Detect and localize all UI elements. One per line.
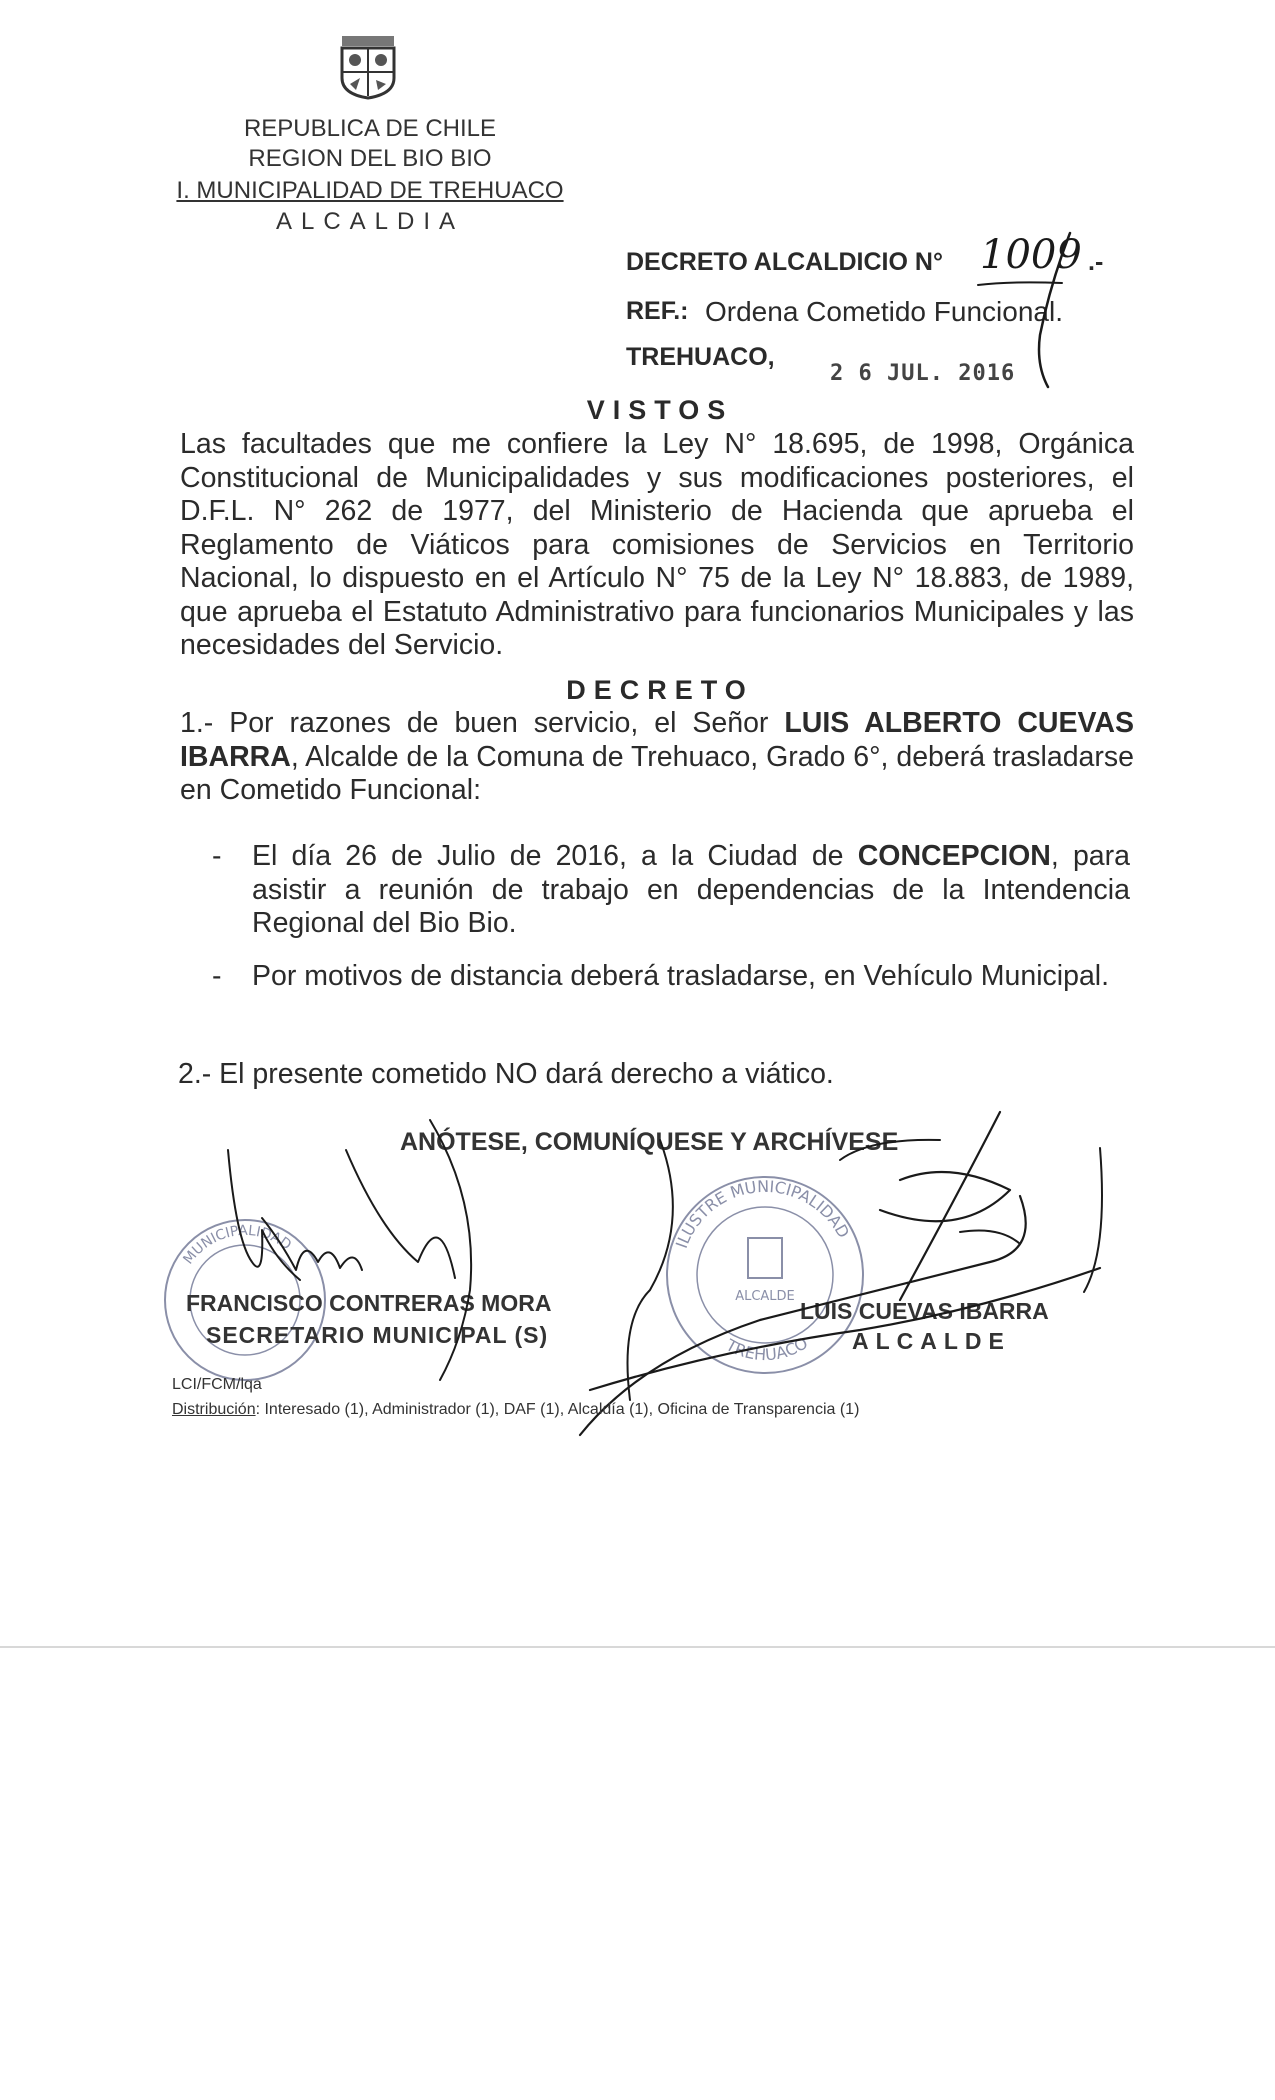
closing-line: ANÓTESE, COMUNÍQUESE Y ARCHÍVESE <box>400 1128 899 1156</box>
b1-end-text: , para asistir a reunión de trabajo en dependencias de la Intendencia Regional del Bio Bio. <box>252 840 1130 939</box>
page-edge-line <box>0 1646 1275 1648</box>
svg-text:ILUSTRE MUNICIPALIDAD <box>672 1177 853 1251</box>
decree-number-suffix: .- <box>1088 248 1104 276</box>
right-stamp-bottom-text: TREHUACO <box>722 1333 812 1365</box>
distribution-label: Distribución <box>172 1401 256 1418</box>
secretary-title: SECRETARIO MUNICIPAL (S) <box>206 1322 549 1348</box>
secretary-name: FRANCISCO CONTRERAS MORA <box>186 1290 552 1316</box>
header-region: REGION DEL BIO BIO <box>248 145 492 172</box>
mayor-name: LUIS CUEVAS IBARRA <box>800 1298 1049 1324</box>
distribution-line <box>172 1401 859 1419</box>
header-municipality: I. MUNICIPALIDAD DE TREHUACO <box>176 177 564 204</box>
p1-end-text: , Alcalde de la Comuna de Trehuaco, Grado 6°, deberá trasladarse en Cometido Funcional: <box>180 740 1134 806</box>
decreto-title: DECRETO <box>566 675 754 705</box>
bullet-1-mark: - <box>212 840 222 872</box>
left-stamp-text: MUNICIPALIDAD <box>180 1222 295 1268</box>
header-republic: REPUBLICA DE CHILE <box>243 115 497 142</box>
mayor-title: ALCALDE <box>852 1328 1011 1354</box>
bullet-2-mark: - <box>212 960 222 992</box>
svg-text:TREHUACO <box>722 1333 811 1364</box>
bullet-1-text <box>252 840 1130 941</box>
distribution-text: : Interesado (1), Administrador (1), DAF (1), Alcaldía (1), Oficina de Transparencia (1) <box>255 1401 860 1418</box>
city-name: CONCEPCION <box>857 840 1051 872</box>
decree-number-label: DECRETO ALCALDICIO N° <box>626 248 943 276</box>
place-label: TREHUACO, <box>626 343 775 371</box>
header-office: ALCALDIA <box>275 208 465 235</box>
date-stamp: 2 6 JUL. 2016 <box>830 361 1016 386</box>
decreto-paragraph-2: 2.- El presente cometido NO dará derecho a viático. <box>178 1058 834 1090</box>
ref-label: REF.: <box>626 297 689 325</box>
ref-text: Ordena Cometido Funcional. <box>705 296 1063 327</box>
bullet-2-text: Por motivos de distancia deberá trasladarse, en Vehículo Municipal. <box>252 960 1110 992</box>
municipal-coat-of-arms-logo <box>332 32 404 100</box>
mayor-full-name: LUIS ALBERTO CUEVAS IBARRA <box>180 707 1134 773</box>
handwritten-slash-mark <box>970 225 1090 395</box>
b1-start-text: El día 26 de Julio de 2016, a la Ciudad de <box>252 840 858 872</box>
vistos-title: VISTOS <box>586 395 734 425</box>
right-mayor-stamp <box>660 1170 870 1380</box>
decreto-paragraph-1 <box>180 707 1134 808</box>
right-stamp-top-text: ILUSTRE MUNICIPALIDAD <box>671 1176 854 1251</box>
decree-number-handwritten: 1009 <box>980 232 1082 278</box>
right-stamp-inner-text: ALCALDE <box>735 1289 795 1304</box>
p1-start-text: 1.- Por razones de buen servicio, el Señor <box>180 707 785 739</box>
initials-line: LCI/FCM/lqa <box>172 1376 262 1393</box>
vistos-paragraph: Las facultades que me confiere la Ley N° 18.695, de 1998, Orgánica Constitucional de Municipalidades y sus modificaciones posteriores, el D.F.L. N° 262 de 1977, del Ministerio de Hacienda que aprueba el Reglamento de Viáticos para comisiones de Servicios en Territorio Nacional, lo dispuesto en el Artículo N° 75 de la Ley N° 18.883, de 1989, que aprueba el Estatuto Administrativo para funcionarios Municipales y las necesidades del Servicio. <box>180 428 1134 661</box>
